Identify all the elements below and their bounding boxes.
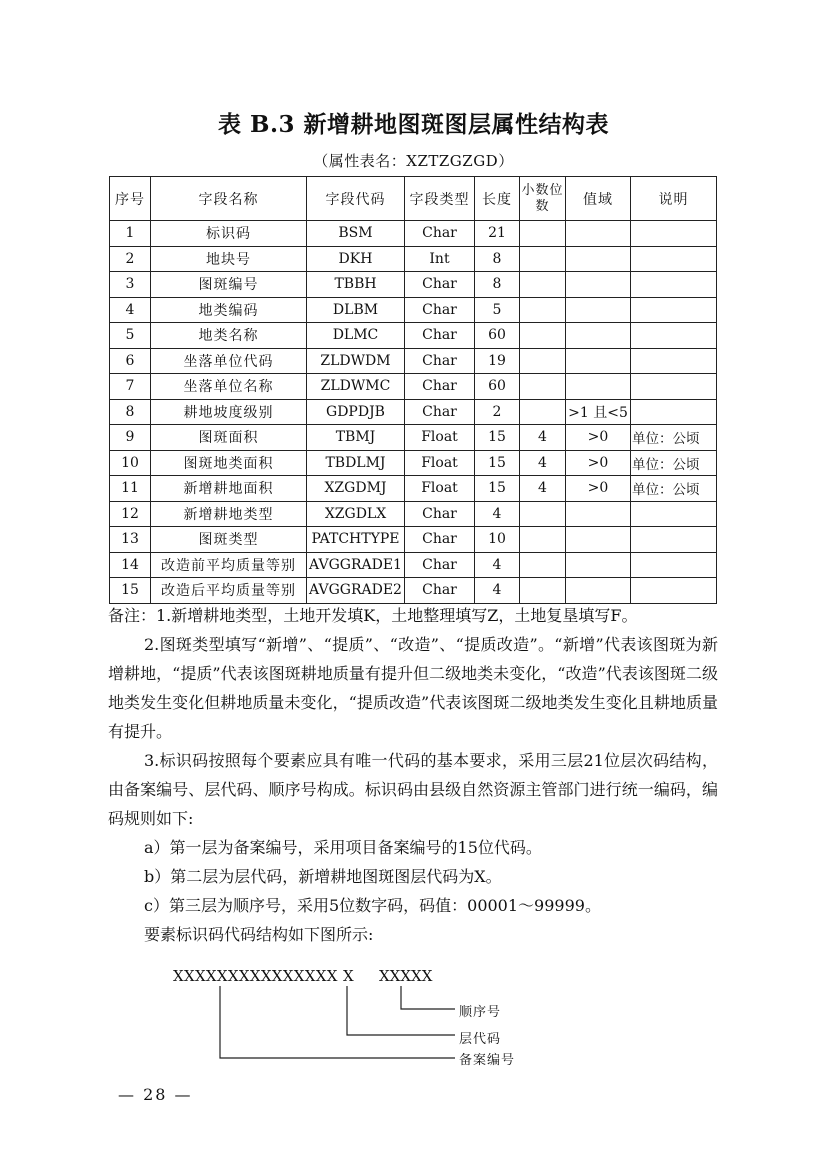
- table-cell: [631, 501, 717, 527]
- table-cell: 21: [475, 221, 520, 247]
- table-cell: 3: [110, 272, 151, 298]
- table-cell: 8: [475, 246, 520, 272]
- leader-line-seq: [401, 986, 455, 1009]
- table-cell: [631, 578, 717, 604]
- header-cell: 说明: [631, 177, 717, 221]
- header-cell: 字段名称: [151, 177, 307, 221]
- table-cell: [631, 399, 717, 425]
- table-cell: [520, 527, 566, 553]
- table-cell: [631, 552, 717, 578]
- table-cell: AVGGRADE2: [307, 578, 405, 604]
- note-1: 备注：1.新增耕地类型，土地开发填K，土地整理填写Z，土地复垦填写F。: [108, 606, 638, 625]
- table-cell: 11: [110, 476, 151, 502]
- table-row: [110, 348, 717, 374]
- table-cell: 19: [475, 348, 520, 374]
- table-cell: 15: [110, 578, 151, 604]
- table-cell: 4: [520, 450, 566, 476]
- table-cell: 标识码: [151, 221, 307, 247]
- table-cell: 5: [110, 323, 151, 349]
- table-cell: 4: [475, 578, 520, 604]
- leader-line-filing: [220, 986, 455, 1058]
- table-cell: [631, 297, 717, 323]
- table-cell: 15: [475, 450, 520, 476]
- table-cell: >0: [566, 450, 631, 476]
- table-cell: Char: [405, 501, 475, 527]
- header-cell: 字段代码: [307, 177, 405, 221]
- table-cell: 图斑地类面积: [151, 450, 307, 476]
- header-cell: 字段类型: [405, 177, 475, 221]
- table-cell: [520, 578, 566, 604]
- notes-section: [108, 601, 718, 949]
- table-cell: 图斑类型: [151, 527, 307, 553]
- table-cell: [631, 527, 717, 553]
- table-cell: [566, 348, 631, 374]
- table-cell: Char: [405, 374, 475, 400]
- table-cell: 60: [475, 323, 520, 349]
- table-subtitle: （属性表名：XZTZGZGD）: [313, 152, 514, 170]
- table-cell: ZLDWDM: [307, 348, 405, 374]
- table-cell: 4: [520, 425, 566, 451]
- table-cell: [566, 501, 631, 527]
- table-cell: 8: [110, 399, 151, 425]
- note-3: 3.标识码按照每个要素应具有唯一代码的基本要求，采用三层21位层次码结构，由备案编号、层代码、顺序号构成。标识码由县级自然资源主管部门进行统一编码，编码规则如下:: [108, 751, 718, 828]
- table-cell: [520, 246, 566, 272]
- code-filing-segment: XXXXXXXXXXXXXXX: [173, 967, 338, 985]
- table-cell: 地类编码: [151, 297, 307, 323]
- table-cell: 地块号: [151, 246, 307, 272]
- table-cell: 10: [475, 527, 520, 553]
- table-cell: 13: [110, 527, 151, 553]
- label-layer-code: 层代码: [459, 1032, 502, 1047]
- table-cell: >1 且<5: [566, 399, 631, 425]
- table-cell: 坐落单位名称: [151, 374, 307, 400]
- table-cell: >0: [566, 476, 631, 502]
- table-cell: DLMC: [307, 323, 405, 349]
- code-layer-segment: X: [343, 967, 354, 985]
- table-cell: BSM: [307, 221, 405, 247]
- table-cell: 10: [110, 450, 151, 476]
- table-cell: [631, 323, 717, 349]
- table-cell: Float: [405, 476, 475, 502]
- table-row: [110, 552, 717, 578]
- label-filing-number: 备案编号: [459, 1053, 516, 1068]
- note-diagram-intro: 要素标识码代码结构如下图所示:: [144, 925, 374, 944]
- table-cell: Char: [405, 399, 475, 425]
- table-cell: [631, 348, 717, 374]
- table-body: [110, 221, 717, 604]
- table-cell: [566, 272, 631, 298]
- table-cell: 地类名称: [151, 323, 307, 349]
- table-cell: 改造后平均质量等别: [151, 578, 307, 604]
- table-cell: Int: [405, 246, 475, 272]
- table-cell: 12: [110, 501, 151, 527]
- table-cell: 4: [520, 476, 566, 502]
- table-cell: 坐落单位代码: [151, 348, 307, 374]
- attribute-table: [109, 176, 717, 604]
- table-cell: [566, 323, 631, 349]
- table-cell: Char: [405, 552, 475, 578]
- table-cell: 1: [110, 221, 151, 247]
- table-cell: 2: [110, 246, 151, 272]
- table-row: [110, 527, 717, 553]
- table-row: [110, 374, 717, 400]
- table-cell: GDPDJB: [307, 399, 405, 425]
- table-cell: Char: [405, 527, 475, 553]
- table-cell: [520, 552, 566, 578]
- table-cell: TBMJ: [307, 425, 405, 451]
- note-3b: b）第二层为层代码，新增耕地图斑图层代码为X。: [144, 867, 502, 886]
- table-cell: 新增耕地面积: [151, 476, 307, 502]
- table-row: [110, 476, 717, 502]
- table-cell: 图斑编号: [151, 272, 307, 298]
- table-row: [110, 399, 717, 425]
- table-cell: 7: [110, 374, 151, 400]
- table-cell: [631, 272, 717, 298]
- table-cell: Char: [405, 578, 475, 604]
- header-cell: 值域: [566, 177, 631, 221]
- table-cell: [520, 272, 566, 298]
- table-cell: [566, 578, 631, 604]
- table-cell: [520, 297, 566, 323]
- table-cell: XZGDMJ: [307, 476, 405, 502]
- table-cell: Char: [405, 221, 475, 247]
- table-cell: [520, 221, 566, 247]
- table-cell: Char: [405, 323, 475, 349]
- table-row: [110, 323, 717, 349]
- table-row: [110, 221, 717, 247]
- table-row: [110, 501, 717, 527]
- table-row: [110, 246, 717, 272]
- table-title: 表 B.3 新增耕地图斑图层属性结构表: [218, 111, 609, 138]
- header-cell: 小数位数: [520, 177, 566, 221]
- table-row: [110, 578, 717, 604]
- table-cell: 新增耕地类型: [151, 501, 307, 527]
- table-cell: 9: [110, 425, 151, 451]
- table-cell: [566, 297, 631, 323]
- table-cell: >0: [566, 425, 631, 451]
- table-cell: 图斑面积: [151, 425, 307, 451]
- table-cell: ZLDWMC: [307, 374, 405, 400]
- table-cell: 6: [110, 348, 151, 374]
- table-cell: TBDLMJ: [307, 450, 405, 476]
- table-cell: [631, 374, 717, 400]
- table-cell: [566, 246, 631, 272]
- table-cell: Float: [405, 425, 475, 451]
- table-cell: [566, 527, 631, 553]
- table-cell: Char: [405, 348, 475, 374]
- code-seq-segment: XXXXX: [379, 967, 433, 985]
- table-cell: 4: [475, 552, 520, 578]
- table-cell: [566, 374, 631, 400]
- table-cell: 单位：公顷: [631, 425, 717, 451]
- table-cell: 60: [475, 374, 520, 400]
- table-cell: 15: [475, 425, 520, 451]
- table-cell: 5: [475, 297, 520, 323]
- table-cell: 改造前平均质量等别: [151, 552, 307, 578]
- table-cell: Char: [405, 297, 475, 323]
- table-cell: [566, 221, 631, 247]
- table-cell: DKH: [307, 246, 405, 272]
- table-cell: PATCHTYPE: [307, 527, 405, 553]
- table-cell: [631, 246, 717, 272]
- table-cell: 8: [475, 272, 520, 298]
- note-3a: a）第一层为备案编号，采用项目备案编号的15位代码。: [144, 838, 542, 857]
- table-row: [110, 272, 717, 298]
- table-cell: TBBH: [307, 272, 405, 298]
- table-cell: 4: [110, 297, 151, 323]
- table-cell: 4: [475, 501, 520, 527]
- table-cell: 2: [475, 399, 520, 425]
- table-cell: 单位：公顷: [631, 476, 717, 502]
- table-cell: Char: [405, 272, 475, 298]
- label-sequence: 顺序号: [459, 1005, 502, 1020]
- table-header-row: [110, 177, 717, 221]
- table-cell: [631, 221, 717, 247]
- table-cell: [520, 348, 566, 374]
- table-row: [110, 450, 717, 476]
- table-cell: 耕地坡度级别: [151, 399, 307, 425]
- table-row: [110, 297, 717, 323]
- table-cell: [520, 399, 566, 425]
- header-cell: 长度: [475, 177, 520, 221]
- table-cell: [566, 552, 631, 578]
- table-cell: [520, 374, 566, 400]
- table-cell: [520, 323, 566, 349]
- table-row: [110, 425, 717, 451]
- page-number: — 28 —: [118, 1085, 193, 1104]
- table-cell: Float: [405, 450, 475, 476]
- leader-line-layer: [347, 986, 455, 1035]
- table-cell: [520, 501, 566, 527]
- note-3c: c）第三层为顺序号，采用5位数字码，码值：00001～99999。: [144, 896, 601, 915]
- header-cell: 序号: [110, 177, 151, 221]
- table-cell: AVGGRADE1: [307, 552, 405, 578]
- table-cell: XZGDLX: [307, 501, 405, 527]
- table-cell: DLBM: [307, 297, 405, 323]
- table-cell: 单位：公顷: [631, 450, 717, 476]
- table-cell: 14: [110, 552, 151, 578]
- note-2: 2.图斑类型填写“新增”、“提质”、“改造”、“提质改造”。“新增”代表该图斑为新增耕地，“提质”代表该图斑耕地质量有提升但二级地类未变化，“改造”代表该图斑二级地类发生变化但耕地质量未变化，“提质改造”代表该图斑二级地类发生变化且耕地质量有提升。: [108, 635, 718, 741]
- table-cell: 15: [475, 476, 520, 502]
